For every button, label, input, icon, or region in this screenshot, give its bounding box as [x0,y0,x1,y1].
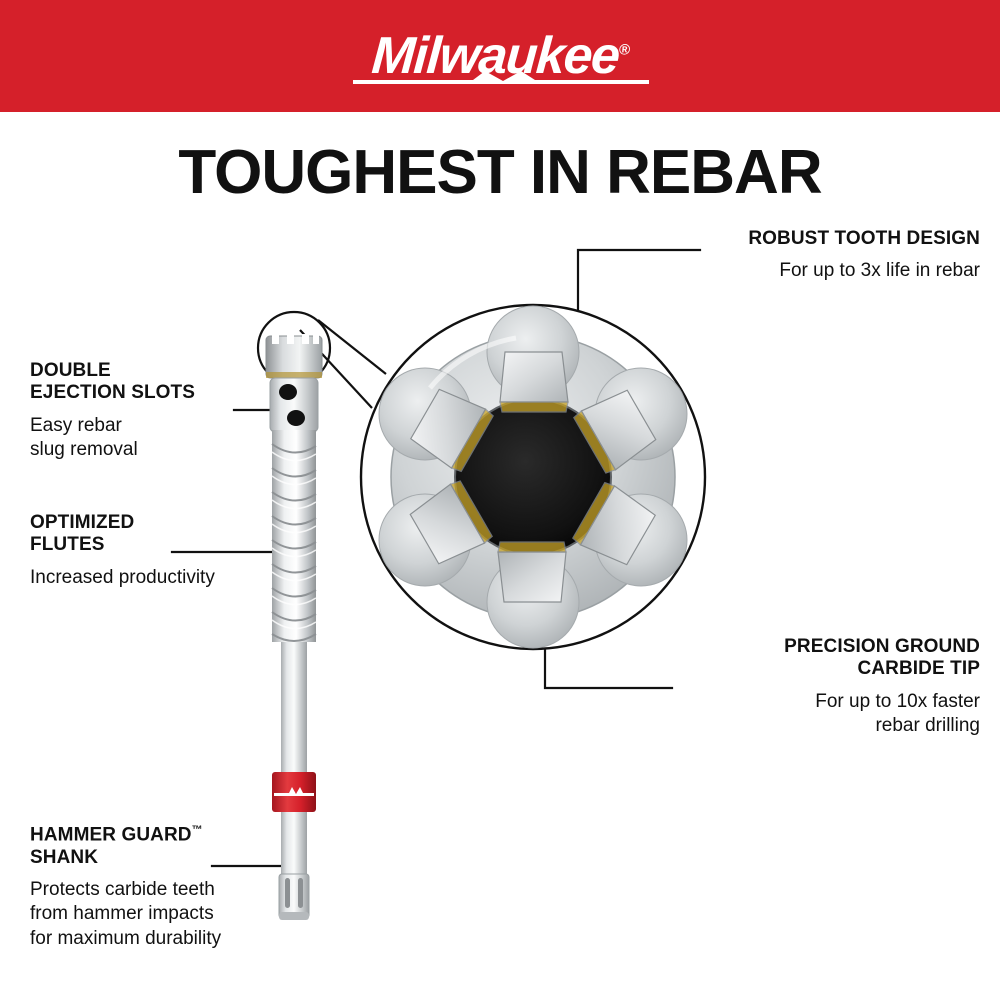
callout-title [30,824,280,869]
callout-body [30,414,260,463]
carbide-tip-magnified [361,305,705,649]
trademark-mark: ™ [191,824,203,836]
bit-shaft [281,642,307,772]
callout-precision-ground-carbide-tip [680,636,980,738]
callout-title-line2: EJECTION SLOTS [30,382,196,404]
bit-flutes [272,430,316,642]
page-title: TOUGHEST IN REBAR [178,138,822,207]
bit-red-collar [272,772,316,812]
callout-title-line1: OPTIMIZED [30,512,135,533]
callout-title: ROBUST TOOTH DESIGN [748,228,980,249]
callout-title [680,636,980,681]
callout-title-line1: HAMMER GUARD™ [30,824,203,846]
callout-body-line1: Protects carbide teeth [30,879,215,901]
callout-title-line1: DOUBLE [30,360,111,381]
callout-body: Increased productivity [30,566,215,588]
callout-robust-tooth-design [690,228,980,284]
callout-title-line2: SHANK [30,846,99,868]
callout-body-line2: rebar drilling [875,715,980,737]
bit-sds-shank [279,812,309,920]
bit-ejection-slots [270,378,318,432]
milwaukee-logo [335,20,665,92]
callout-body-line3: for maximum durability [30,927,222,949]
callout-title-line1: PRECISION GROUND [784,636,980,657]
callout-title-line2: FLUTES [30,534,105,556]
callout-title [30,360,260,405]
brand-wordmark: Milwaukee® [369,27,630,85]
callout-body-line2: slug removal [30,439,138,461]
callout-body-line1: For up to 10x faster [815,690,980,712]
callout-body: For up to 3x life in rebar [779,260,980,282]
callout-double-ejection-slots [30,360,260,462]
callout-body [30,878,280,951]
callout-body-line2: from hammer impacts [30,903,214,925]
callout-body [680,690,980,739]
callout-body-line1: Easy rebar [30,414,122,436]
callout-hammer-guard-shank [30,824,280,951]
callout-optimized-flutes [30,512,260,590]
callout-title [30,512,260,557]
registered-mark: ® [618,41,630,59]
callout-title-line2: CARBIDE TIP [857,658,980,680]
bit-carbide-head [266,334,322,378]
